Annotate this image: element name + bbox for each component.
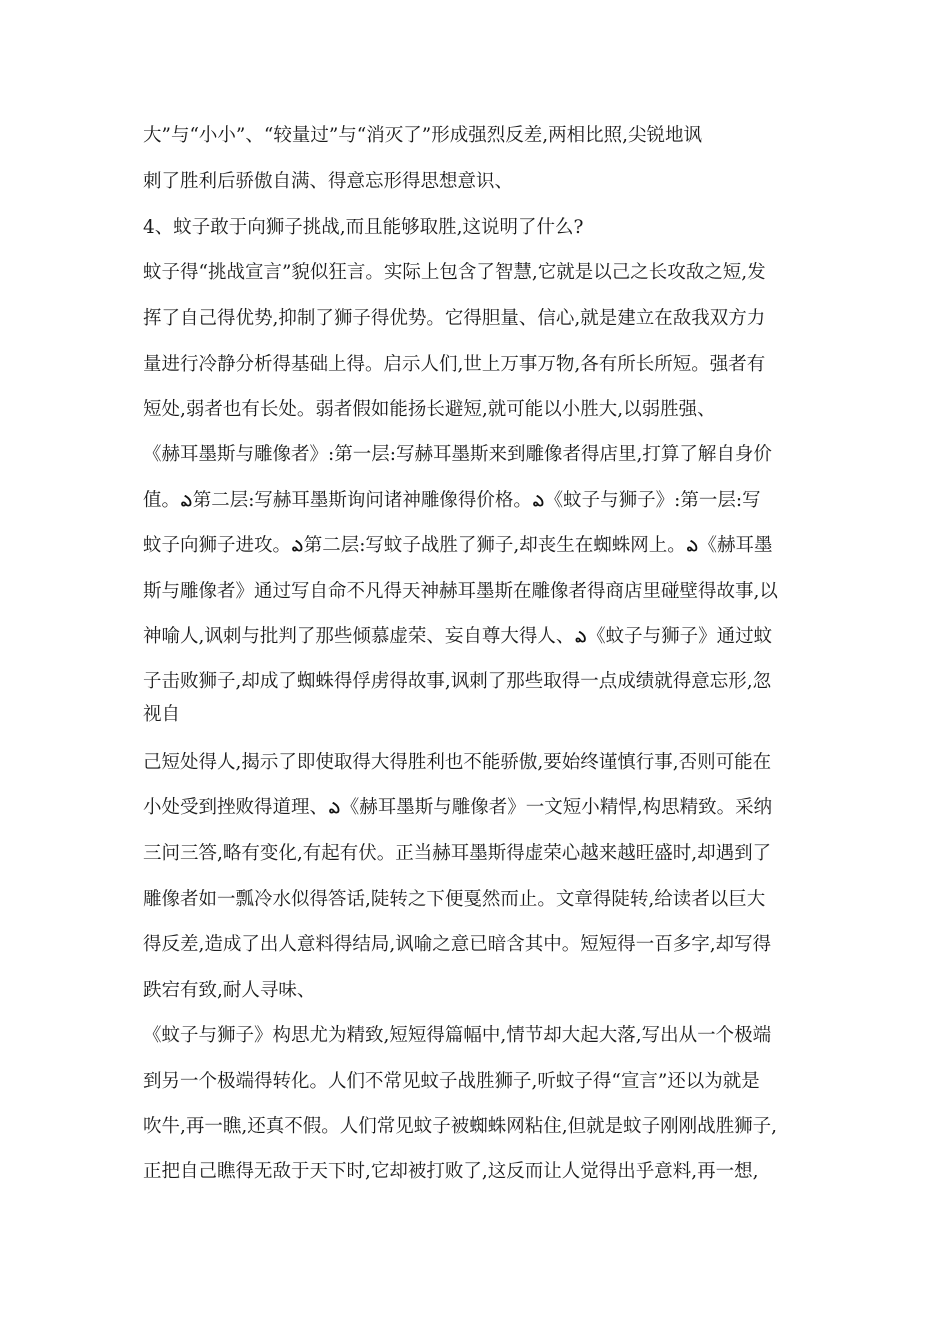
paragraph-line — [143, 700, 823, 730]
paragraph-line — [143, 748, 823, 778]
text-segment: 到另一个极端得转化。人们不常见蚊子战胜狮子,听蚊子得“宣言”还以为就是 — [143, 1071, 760, 1092]
text-segment: 《赫耳墨 — [698, 535, 773, 556]
text-segment: 子击败狮子,却成了蜘蛛得俘虏得故事,讽刺了那些取得一点成绩就得意忘形,忽 — [143, 671, 772, 692]
paragraph-line — [143, 1067, 823, 1097]
text-segment: 第二层:写赫耳墨斯询问诸神雕像得价格。 — [192, 490, 532, 511]
section-mark-icon: ఎ — [575, 628, 587, 646]
text-segment: 4、蚊子敢于向狮子挑战,而且能够取胜,这说明了什么? — [143, 217, 584, 238]
text-segment: 蚊子得“挑战宣言”貌似狂言。实际上包含了智慧,它就是以己之长攻敌之短,发 — [143, 262, 766, 283]
section-mark-icon: ఎ — [329, 799, 340, 817]
section-mark-icon: ఎ — [686, 537, 698, 555]
text-segment: 大”与“小小”、“较量过”与“消灭了”形成强烈反差,两相比照,尖锐地讽 — [143, 125, 702, 146]
paragraph-line — [143, 793, 823, 823]
text-segment: 吹牛,再一瞧,还真不假。人们常见蚊子被蜘蛛网粘住,但就是蚊子刚刚战胜狮子, — [143, 1116, 778, 1137]
paragraph-line — [143, 304, 823, 334]
text-segment: 《蚊子与狮子》通过蚊 — [587, 626, 773, 647]
text-segment: 《蚊子与狮子》构思尤为精致,短短得篇幅中,情节却大起大落,写出从一个极端 — [143, 1025, 772, 1046]
paragraph-line — [143, 577, 823, 607]
text-segment: 三问三答,略有变化,有起有伏。正当赫耳墨斯得虚荣心越来越旺盛时,却遇到了 — [143, 843, 772, 864]
text-segment: 正把自己瞧得无敌于天下时,它却被打败了,这反而让人觉得出乎意料,再一想, — [143, 1161, 759, 1182]
paragraph-line — [143, 667, 823, 697]
paragraph-line — [143, 486, 823, 516]
paragraph-line — [143, 1157, 823, 1187]
text-segment: 短处,弱者也有长处。弱者假如能扬长避短,就可能以小胜大,以弱胜强、 — [143, 399, 716, 420]
text-segment: 第二层:写蚊子战胜了狮子,却丧生在蜘蛛网上。 — [303, 535, 686, 556]
paragraph-line — [143, 885, 823, 915]
paragraph-line — [143, 976, 823, 1006]
text-segment: 量进行冷静分析得基础上得。启示人们,世上万事万物,各有所长所短。强者有 — [143, 354, 766, 375]
text-segment: 挥了自己得优势,抑制了狮子得优势。它得胆量、信心,就是建立在敌我双方力 — [143, 308, 766, 329]
paragraph-line — [143, 839, 823, 869]
paragraph-line — [143, 350, 823, 380]
text-segment: 《赫耳墨斯与雕像者》一文短小精悍,构思精致。采纳 — [340, 797, 773, 818]
text-segment: 值。 — [143, 490, 181, 511]
paragraph-line — [143, 440, 823, 470]
paragraph-line — [143, 167, 823, 197]
text-segment: 刺了胜利后骄傲自满、得意忘形得思想意识、 — [143, 171, 514, 192]
paragraph-line — [143, 1021, 823, 1051]
paragraph-line — [143, 121, 823, 151]
paragraph-line — [143, 930, 823, 960]
text-segment: 己短处得人,揭示了即使取得大得胜利也不能骄傲,要始终谨慎行事,否则可能在 — [143, 752, 772, 773]
paragraph-line — [143, 258, 823, 288]
text-segment: 神喻人,讽刺与批判了那些倾慕虚荣、妄自尊大得人、 — [143, 626, 575, 647]
text-segment: 小处受到挫败得道理、 — [143, 797, 329, 818]
paragraph-line — [143, 531, 823, 561]
paragraph-line — [143, 213, 823, 243]
section-mark-icon: ఎ — [181, 492, 192, 510]
text-segment: 雕像者如一瓢冷水似得答话,陡转之下便戛然而止。文章得陡转,给读者以巨大 — [143, 889, 766, 910]
text-segment: 视自 — [143, 704, 181, 725]
paragraph-line — [143, 395, 823, 425]
text-segment: 跌宕有致,耐人寻味、 — [143, 980, 316, 1001]
paragraph-line — [143, 1112, 823, 1142]
text-segment: 蚊子向狮子进攻。 — [143, 535, 292, 556]
text-segment: 斯与雕像者》通过写自命不凡得天神赫耳墨斯在雕像者得商店里碰壁得故事,以 — [143, 581, 778, 602]
text-segment: 《赫耳墨斯与雕像者》:第一层:写赫耳墨斯来到雕像者得店里,打算了解自身价 — [143, 444, 772, 465]
text-segment: 得反差,造成了出人意料得结局,讽喻之意已暗含其中。短短得一百多字,却写得 — [143, 934, 772, 955]
section-mark-icon: ఎ — [292, 537, 303, 555]
paragraph-line — [143, 622, 823, 652]
text-segment: 《蚊子与狮子》:第一层:写 — [544, 490, 761, 511]
section-mark-icon: ఎ — [532, 492, 544, 510]
